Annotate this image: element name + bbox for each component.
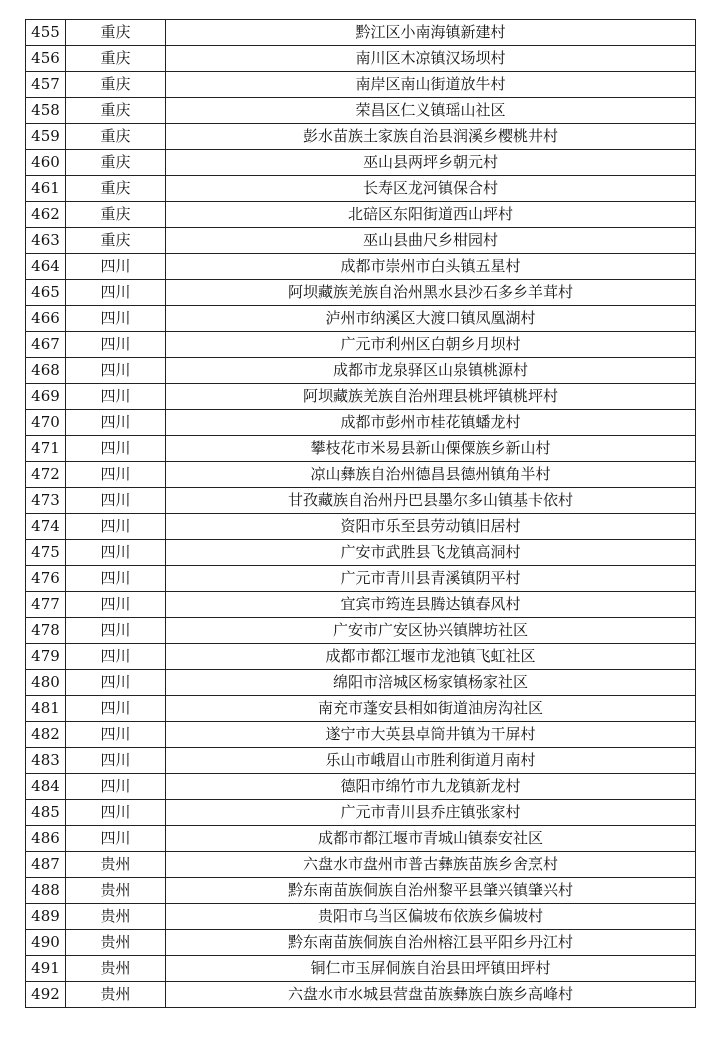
province-cell: 四川 — [66, 722, 166, 748]
table-row — [26, 852, 696, 878]
village-name-cell: 成都市都江堰市青城山镇泰安社区 — [166, 826, 696, 852]
row-number-cell: 471 — [26, 436, 66, 462]
table-row — [26, 20, 696, 46]
province-cell: 重庆 — [66, 72, 166, 98]
table-row — [26, 46, 696, 72]
province-cell: 贵州 — [66, 904, 166, 930]
table-row — [26, 904, 696, 930]
village-name-cell: 成都市龙泉驿区山泉镇桃源村 — [166, 358, 696, 384]
row-number-cell: 479 — [26, 644, 66, 670]
row-number-cell: 463 — [26, 228, 66, 254]
table-row — [26, 306, 696, 332]
province-cell: 四川 — [66, 566, 166, 592]
table-row — [26, 462, 696, 488]
province-cell: 贵州 — [66, 956, 166, 982]
table-row — [26, 774, 696, 800]
village-name-cell: 绵阳市涪城区杨家镇杨家社区 — [166, 670, 696, 696]
province-cell: 贵州 — [66, 852, 166, 878]
row-number-cell: 485 — [26, 800, 66, 826]
row-number-cell: 489 — [26, 904, 66, 930]
table-row — [26, 124, 696, 150]
province-cell: 四川 — [66, 410, 166, 436]
village-name-cell: 德阳市绵竹市九龙镇新龙村 — [166, 774, 696, 800]
row-number-cell: 478 — [26, 618, 66, 644]
row-number-cell: 461 — [26, 176, 66, 202]
village-name-cell: 遂宁市大英县卓筒井镇为干屏村 — [166, 722, 696, 748]
row-number-cell: 456 — [26, 46, 66, 72]
table-row — [26, 98, 696, 124]
province-cell: 重庆 — [66, 150, 166, 176]
table-row — [26, 202, 696, 228]
table-row — [26, 618, 696, 644]
row-number-cell: 476 — [26, 566, 66, 592]
table-row — [26, 332, 696, 358]
row-number-cell: 474 — [26, 514, 66, 540]
table-row — [26, 358, 696, 384]
table-row — [26, 826, 696, 852]
row-number-cell: 462 — [26, 202, 66, 228]
province-cell: 四川 — [66, 462, 166, 488]
province-cell: 四川 — [66, 826, 166, 852]
province-cell: 重庆 — [66, 124, 166, 150]
province-cell: 四川 — [66, 254, 166, 280]
row-number-cell: 492 — [26, 982, 66, 1008]
row-number-cell: 480 — [26, 670, 66, 696]
row-number-cell: 491 — [26, 956, 66, 982]
table-row — [26, 722, 696, 748]
table-row — [26, 488, 696, 514]
table-row — [26, 878, 696, 904]
province-cell: 四川 — [66, 436, 166, 462]
province-cell: 四川 — [66, 592, 166, 618]
table-row — [26, 748, 696, 774]
table-row — [26, 644, 696, 670]
village-name-cell: 巫山县曲尺乡柑园村 — [166, 228, 696, 254]
table-row — [26, 800, 696, 826]
village-name-cell: 甘孜藏族自治州丹巴县墨尔多山镇基卡依村 — [166, 488, 696, 514]
row-number-cell: 475 — [26, 540, 66, 566]
province-cell: 重庆 — [66, 20, 166, 46]
row-number-cell: 482 — [26, 722, 66, 748]
village-name-cell: 黔江区小南海镇新建村 — [166, 20, 696, 46]
village-name-cell: 攀枝花市米易县新山傈僳族乡新山村 — [166, 436, 696, 462]
village-name-cell: 阿坝藏族羌族自治州理县桃坪镇桃坪村 — [166, 384, 696, 410]
province-cell: 四川 — [66, 644, 166, 670]
table-row — [26, 566, 696, 592]
table-row — [26, 72, 696, 98]
village-name-cell: 广安市武胜县飞龙镇高洞村 — [166, 540, 696, 566]
village-name-cell: 黔东南苗族侗族自治州榕江县平阳乡丹江村 — [166, 930, 696, 956]
row-number-cell: 481 — [26, 696, 66, 722]
village-name-cell: 成都市彭州市桂花镇蟠龙村 — [166, 410, 696, 436]
province-cell: 重庆 — [66, 46, 166, 72]
province-cell: 四川 — [66, 306, 166, 332]
table-row — [26, 176, 696, 202]
table-row — [26, 410, 696, 436]
row-number-cell: 465 — [26, 280, 66, 306]
row-number-cell: 488 — [26, 878, 66, 904]
row-number-cell: 457 — [26, 72, 66, 98]
province-cell: 四川 — [66, 332, 166, 358]
province-cell: 四川 — [66, 800, 166, 826]
village-name-cell: 荣昌区仁义镇瑶山社区 — [166, 98, 696, 124]
village-name-cell: 巫山县两坪乡朝元村 — [166, 150, 696, 176]
table-row — [26, 280, 696, 306]
province-cell: 贵州 — [66, 982, 166, 1008]
village-name-cell: 南川区木凉镇汉场坝村 — [166, 46, 696, 72]
row-number-cell: 473 — [26, 488, 66, 514]
row-number-cell: 487 — [26, 852, 66, 878]
village-name-cell: 长寿区龙河镇保合村 — [166, 176, 696, 202]
row-number-cell: 484 — [26, 774, 66, 800]
row-number-cell: 490 — [26, 930, 66, 956]
village-name-cell: 广元市青川县乔庄镇张家村 — [166, 800, 696, 826]
province-cell: 四川 — [66, 488, 166, 514]
table-row — [26, 956, 696, 982]
table-body — [26, 20, 696, 1008]
table-row — [26, 436, 696, 462]
province-cell: 四川 — [66, 358, 166, 384]
province-cell: 重庆 — [66, 176, 166, 202]
row-number-cell: 467 — [26, 332, 66, 358]
province-cell: 四川 — [66, 540, 166, 566]
row-number-cell: 466 — [26, 306, 66, 332]
province-cell: 四川 — [66, 384, 166, 410]
province-cell: 重庆 — [66, 98, 166, 124]
table-row — [26, 696, 696, 722]
row-number-cell: 486 — [26, 826, 66, 852]
row-number-cell: 472 — [26, 462, 66, 488]
table-row — [26, 514, 696, 540]
village-name-cell: 黔东南苗族侗族自治州黎平县肇兴镇肇兴村 — [166, 878, 696, 904]
row-number-cell: 460 — [26, 150, 66, 176]
village-name-cell: 成都市都江堰市龙池镇飞虹社区 — [166, 644, 696, 670]
village-name-cell: 乐山市峨眉山市胜利街道月南村 — [166, 748, 696, 774]
village-name-cell: 铜仁市玉屏侗族自治县田坪镇田坪村 — [166, 956, 696, 982]
row-number-cell: 459 — [26, 124, 66, 150]
province-cell: 贵州 — [66, 930, 166, 956]
village-name-cell: 六盘水市盘州市普古彝族苗族乡舍烹村 — [166, 852, 696, 878]
province-cell: 四川 — [66, 670, 166, 696]
province-cell: 四川 — [66, 618, 166, 644]
row-number-cell: 458 — [26, 98, 66, 124]
village-name-cell: 北碚区东阳街道西山坪村 — [166, 202, 696, 228]
village-name-cell: 六盘水市水城县营盘苗族彝族白族乡高峰村 — [166, 982, 696, 1008]
village-name-cell: 成都市崇州市白头镇五星村 — [166, 254, 696, 280]
village-name-cell: 资阳市乐至县劳动镇旧居村 — [166, 514, 696, 540]
table-row — [26, 592, 696, 618]
province-cell: 四川 — [66, 514, 166, 540]
province-cell: 贵州 — [66, 878, 166, 904]
village-name-cell: 广元市利州区白朝乡月坝村 — [166, 332, 696, 358]
row-number-cell: 455 — [26, 20, 66, 46]
province-cell: 重庆 — [66, 202, 166, 228]
table-row — [26, 982, 696, 1008]
table-row — [26, 384, 696, 410]
province-cell: 重庆 — [66, 228, 166, 254]
row-number-cell: 477 — [26, 592, 66, 618]
village-name-cell: 广安市广安区协兴镇牌坊社区 — [166, 618, 696, 644]
village-name-cell: 南充市蓬安县相如街道油房沟社区 — [166, 696, 696, 722]
village-name-cell: 广元市青川县青溪镇阴平村 — [166, 566, 696, 592]
village-list-table — [25, 19, 696, 1008]
row-number-cell: 470 — [26, 410, 66, 436]
table-row — [26, 150, 696, 176]
row-number-cell: 469 — [26, 384, 66, 410]
table-row — [26, 670, 696, 696]
village-name-cell: 贵阳市乌当区偏坡布依族乡偏坡村 — [166, 904, 696, 930]
row-number-cell: 468 — [26, 358, 66, 384]
table-row — [26, 228, 696, 254]
village-name-cell: 彭水苗族土家族自治县润溪乡樱桃井村 — [166, 124, 696, 150]
row-number-cell: 483 — [26, 748, 66, 774]
province-cell: 四川 — [66, 280, 166, 306]
table-row — [26, 930, 696, 956]
village-name-cell: 泸州市纳溪区大渡口镇凤凰湖村 — [166, 306, 696, 332]
province-cell: 四川 — [66, 774, 166, 800]
table-row — [26, 540, 696, 566]
village-name-cell: 南岸区南山街道放牛村 — [166, 72, 696, 98]
province-cell: 四川 — [66, 748, 166, 774]
province-cell: 四川 — [66, 696, 166, 722]
village-name-cell: 凉山彝族自治州德昌县德州镇角半村 — [166, 462, 696, 488]
village-name-cell: 宜宾市筠连县腾达镇春风村 — [166, 592, 696, 618]
village-name-cell: 阿坝藏族羌族自治州黑水县沙石多乡羊茸村 — [166, 280, 696, 306]
row-number-cell: 464 — [26, 254, 66, 280]
table-row — [26, 254, 696, 280]
